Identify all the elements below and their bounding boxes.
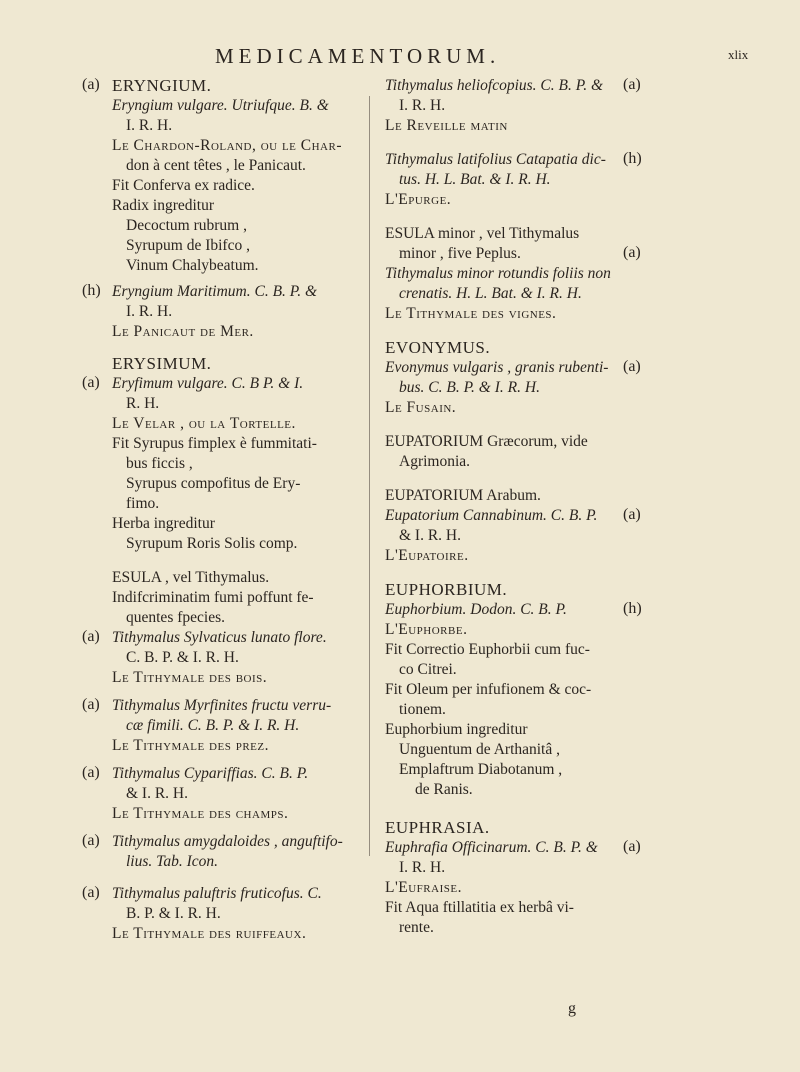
- entry-line: fimo.: [126, 495, 160, 512]
- entry-line: Le Reveille matin: [385, 117, 508, 134]
- column-rule: [369, 96, 370, 856]
- entry-line: I. R. H.: [126, 303, 173, 320]
- entry-line: Syrupus compofitus de Ery-: [126, 475, 301, 492]
- entry-line: L'Eufraise.: [385, 879, 462, 896]
- entry-marker: (a): [623, 838, 641, 855]
- entry-line: Fit Syrupus fimplex è fummitati-: [112, 435, 317, 452]
- entry-line: EUPATORIUM Græcorum, vide: [385, 433, 588, 450]
- entry-line: EVONYMUS.: [385, 338, 491, 357]
- entry: [385, 150, 655, 210]
- entry-line: quentes fpecies.: [126, 609, 225, 626]
- entry-line: Le Chardon-Roland, ou le Char-: [112, 137, 343, 154]
- entry-line: R. H.: [126, 395, 160, 412]
- running-title: MEDICAMENTORUM.: [215, 44, 501, 68]
- entry: [82, 696, 362, 756]
- entry-line: Fit Oleum per infufionem & coc-: [385, 681, 592, 698]
- entry-marker: (a): [82, 764, 100, 781]
- entry-line: Tithymalus Myrfinites fructu verru-: [112, 697, 332, 714]
- entry-line: L'Euphorbe.: [385, 621, 468, 638]
- entry: [82, 832, 362, 872]
- entry-line: crenatis. H. L. Bat. & I. R. H.: [399, 285, 582, 302]
- entry-line: & I. R. H.: [399, 527, 461, 544]
- entry-line: Le Panicaut de Mer.: [112, 323, 254, 340]
- entry-line: Le Velar , ou la Tortelle.: [112, 415, 296, 432]
- entry-line: ESULA minor , vel Tithymalus: [385, 225, 580, 242]
- entry-line: Tithymalus paluftris fruticofus. C.: [112, 885, 322, 902]
- entry-line: Syrupum Roris Solis comp.: [126, 535, 298, 552]
- entry-line: Fit Conferva ex radice.: [112, 177, 255, 194]
- entry: [82, 884, 362, 944]
- entry-marker: (a): [623, 358, 641, 375]
- entry-line: Le Tithymale des champs.: [112, 805, 289, 822]
- entry-line: ERYSIMUM.: [112, 354, 212, 373]
- entry-line: Tithymalus amygdaloides , anguftifo-: [112, 833, 343, 850]
- running-head: [0, 44, 800, 74]
- entry-marker: (h): [82, 282, 101, 299]
- entry-line: minor , five Peplus.: [399, 245, 521, 262]
- entry-line: rente.: [399, 919, 434, 936]
- entry-line: don à cent têtes , le Panicaut.: [126, 157, 306, 174]
- entry-line: de Ranis.: [415, 781, 473, 798]
- entry-line: Tithymalus heliofcopius. C. B. P. &: [385, 77, 604, 94]
- entry-line: Unguentum de Arthanitâ ,: [399, 741, 560, 758]
- entry-line: lius. Tab. Icon.: [126, 853, 219, 870]
- entry-line: tionem.: [399, 701, 446, 718]
- entry-marker: (a): [623, 76, 641, 93]
- entry: [385, 224, 655, 324]
- entry: [385, 580, 655, 800]
- entry-line: Eryngium Maritimum. C. B. P. &: [112, 283, 318, 300]
- entry-line: ESULA , vel Tithymalus.: [112, 569, 270, 586]
- entry-marker: (h): [623, 150, 642, 167]
- entry-line: Eupatorium Cannabinum. C. B. P.: [385, 507, 598, 524]
- right-column: [385, 76, 655, 938]
- entry: [385, 432, 655, 472]
- entry-line: C. B. P. & I. R. H.: [126, 649, 239, 666]
- entry-marker: (a): [82, 374, 100, 391]
- entry-line: Le Tithymale des ruiffeaux.: [112, 925, 307, 942]
- entry-line: L'Eupatoire.: [385, 547, 469, 564]
- entry-line: Emplaftrum Diabotanum ,: [399, 761, 563, 778]
- entry-marker: (a): [623, 506, 641, 523]
- entry-marker: (a): [82, 884, 100, 901]
- entry: [82, 764, 362, 824]
- entry-line: Agrimonia.: [399, 453, 471, 470]
- entry-line: I. R. H.: [126, 117, 173, 134]
- entry-line: Le Tithymale des prez.: [112, 737, 269, 754]
- entry-line: bus ficcis ,: [126, 455, 193, 472]
- entry-line: cæ fimili. C. B. P. & I. R. H.: [126, 717, 300, 734]
- entry: [82, 354, 362, 554]
- left-column: [82, 76, 362, 944]
- entry-line: co Citrei.: [399, 661, 457, 678]
- entry-line: Le Tithymale des bois.: [112, 669, 268, 686]
- entry: [82, 568, 362, 688]
- entry-line: Eryfimum vulgare. C. B P. & I.: [112, 375, 304, 392]
- entry-marker: (a): [82, 832, 100, 849]
- entry-line: L'Epurge.: [385, 191, 452, 208]
- entry-line: Decoctum rubrum ,: [126, 217, 247, 234]
- entry-line: Tithymalus minor rotundis foliis non: [385, 265, 611, 282]
- entry-line: Eryngium vulgare. Utriufque. B. &: [112, 97, 329, 114]
- entry-line: & I. R. H.: [126, 785, 188, 802]
- entry-marker: (h): [623, 600, 642, 617]
- entry-line: Euphorbium. Dodon. C. B. P.: [385, 601, 567, 618]
- entry-marker: (a): [623, 244, 641, 261]
- entry-marker: (a): [82, 76, 100, 93]
- entry-line: bus. C. B. P. & I. R. H.: [399, 379, 540, 396]
- entry: [385, 818, 655, 938]
- entry-line: Radix ingreditur: [112, 197, 215, 214]
- entry-marker: (a): [82, 696, 100, 713]
- entry-line: tus. H. L. Bat. & I. R. H.: [399, 171, 551, 188]
- entry: [385, 76, 655, 136]
- entry-line: EUPHRASIA.: [385, 818, 490, 837]
- entry-line: Syrupum de Ibifco ,: [126, 237, 250, 254]
- catchword: g: [568, 1000, 576, 1017]
- entry-line: Euphrafia Officinarum. C. B. P. &: [385, 839, 598, 856]
- page-number: xlix: [728, 47, 749, 62]
- entry-line: Fit Correctio Euphorbii cum fuc-: [385, 641, 590, 658]
- entry: [385, 338, 655, 418]
- entry-line: Vinum Chalybeatum.: [126, 257, 259, 274]
- entry-line: EUPHORBIUM.: [385, 580, 508, 599]
- entry-line: I. R. H.: [399, 859, 446, 876]
- entry: [385, 486, 655, 566]
- entry-line: Le Tithymale des vignes.: [385, 305, 557, 322]
- entry-line: Tithymalus Cypariffias. C. B. P.: [112, 765, 309, 782]
- entry-line: EUPATORIUM Arabum.: [385, 487, 541, 504]
- entry-marker: (a): [82, 628, 100, 645]
- entry-line: Le Fusain.: [385, 399, 457, 416]
- entry-line: Fit Aqua ftillatitia ex herbâ vi-: [385, 899, 574, 916]
- entry: [82, 76, 362, 276]
- entry-line: Tithymalus latifolius Catapatia dic-: [385, 151, 606, 168]
- entry-line: Indifcriminatim fumi poffunt fe-: [112, 589, 314, 606]
- entry-line: Euphorbium ingreditur: [385, 721, 528, 738]
- entry-line: B. P. & I. R. H.: [126, 905, 221, 922]
- entry: [82, 282, 362, 342]
- entry-line: I. R. H.: [399, 97, 446, 114]
- entry-line: Tithymalus Sylvaticus lunato flore.: [112, 629, 327, 646]
- entry-line: ERYNGIUM.: [112, 76, 212, 95]
- entry-line: Herba ingreditur: [112, 515, 215, 532]
- entry-line: Evonymus vulgaris , granis rubenti-: [385, 359, 609, 376]
